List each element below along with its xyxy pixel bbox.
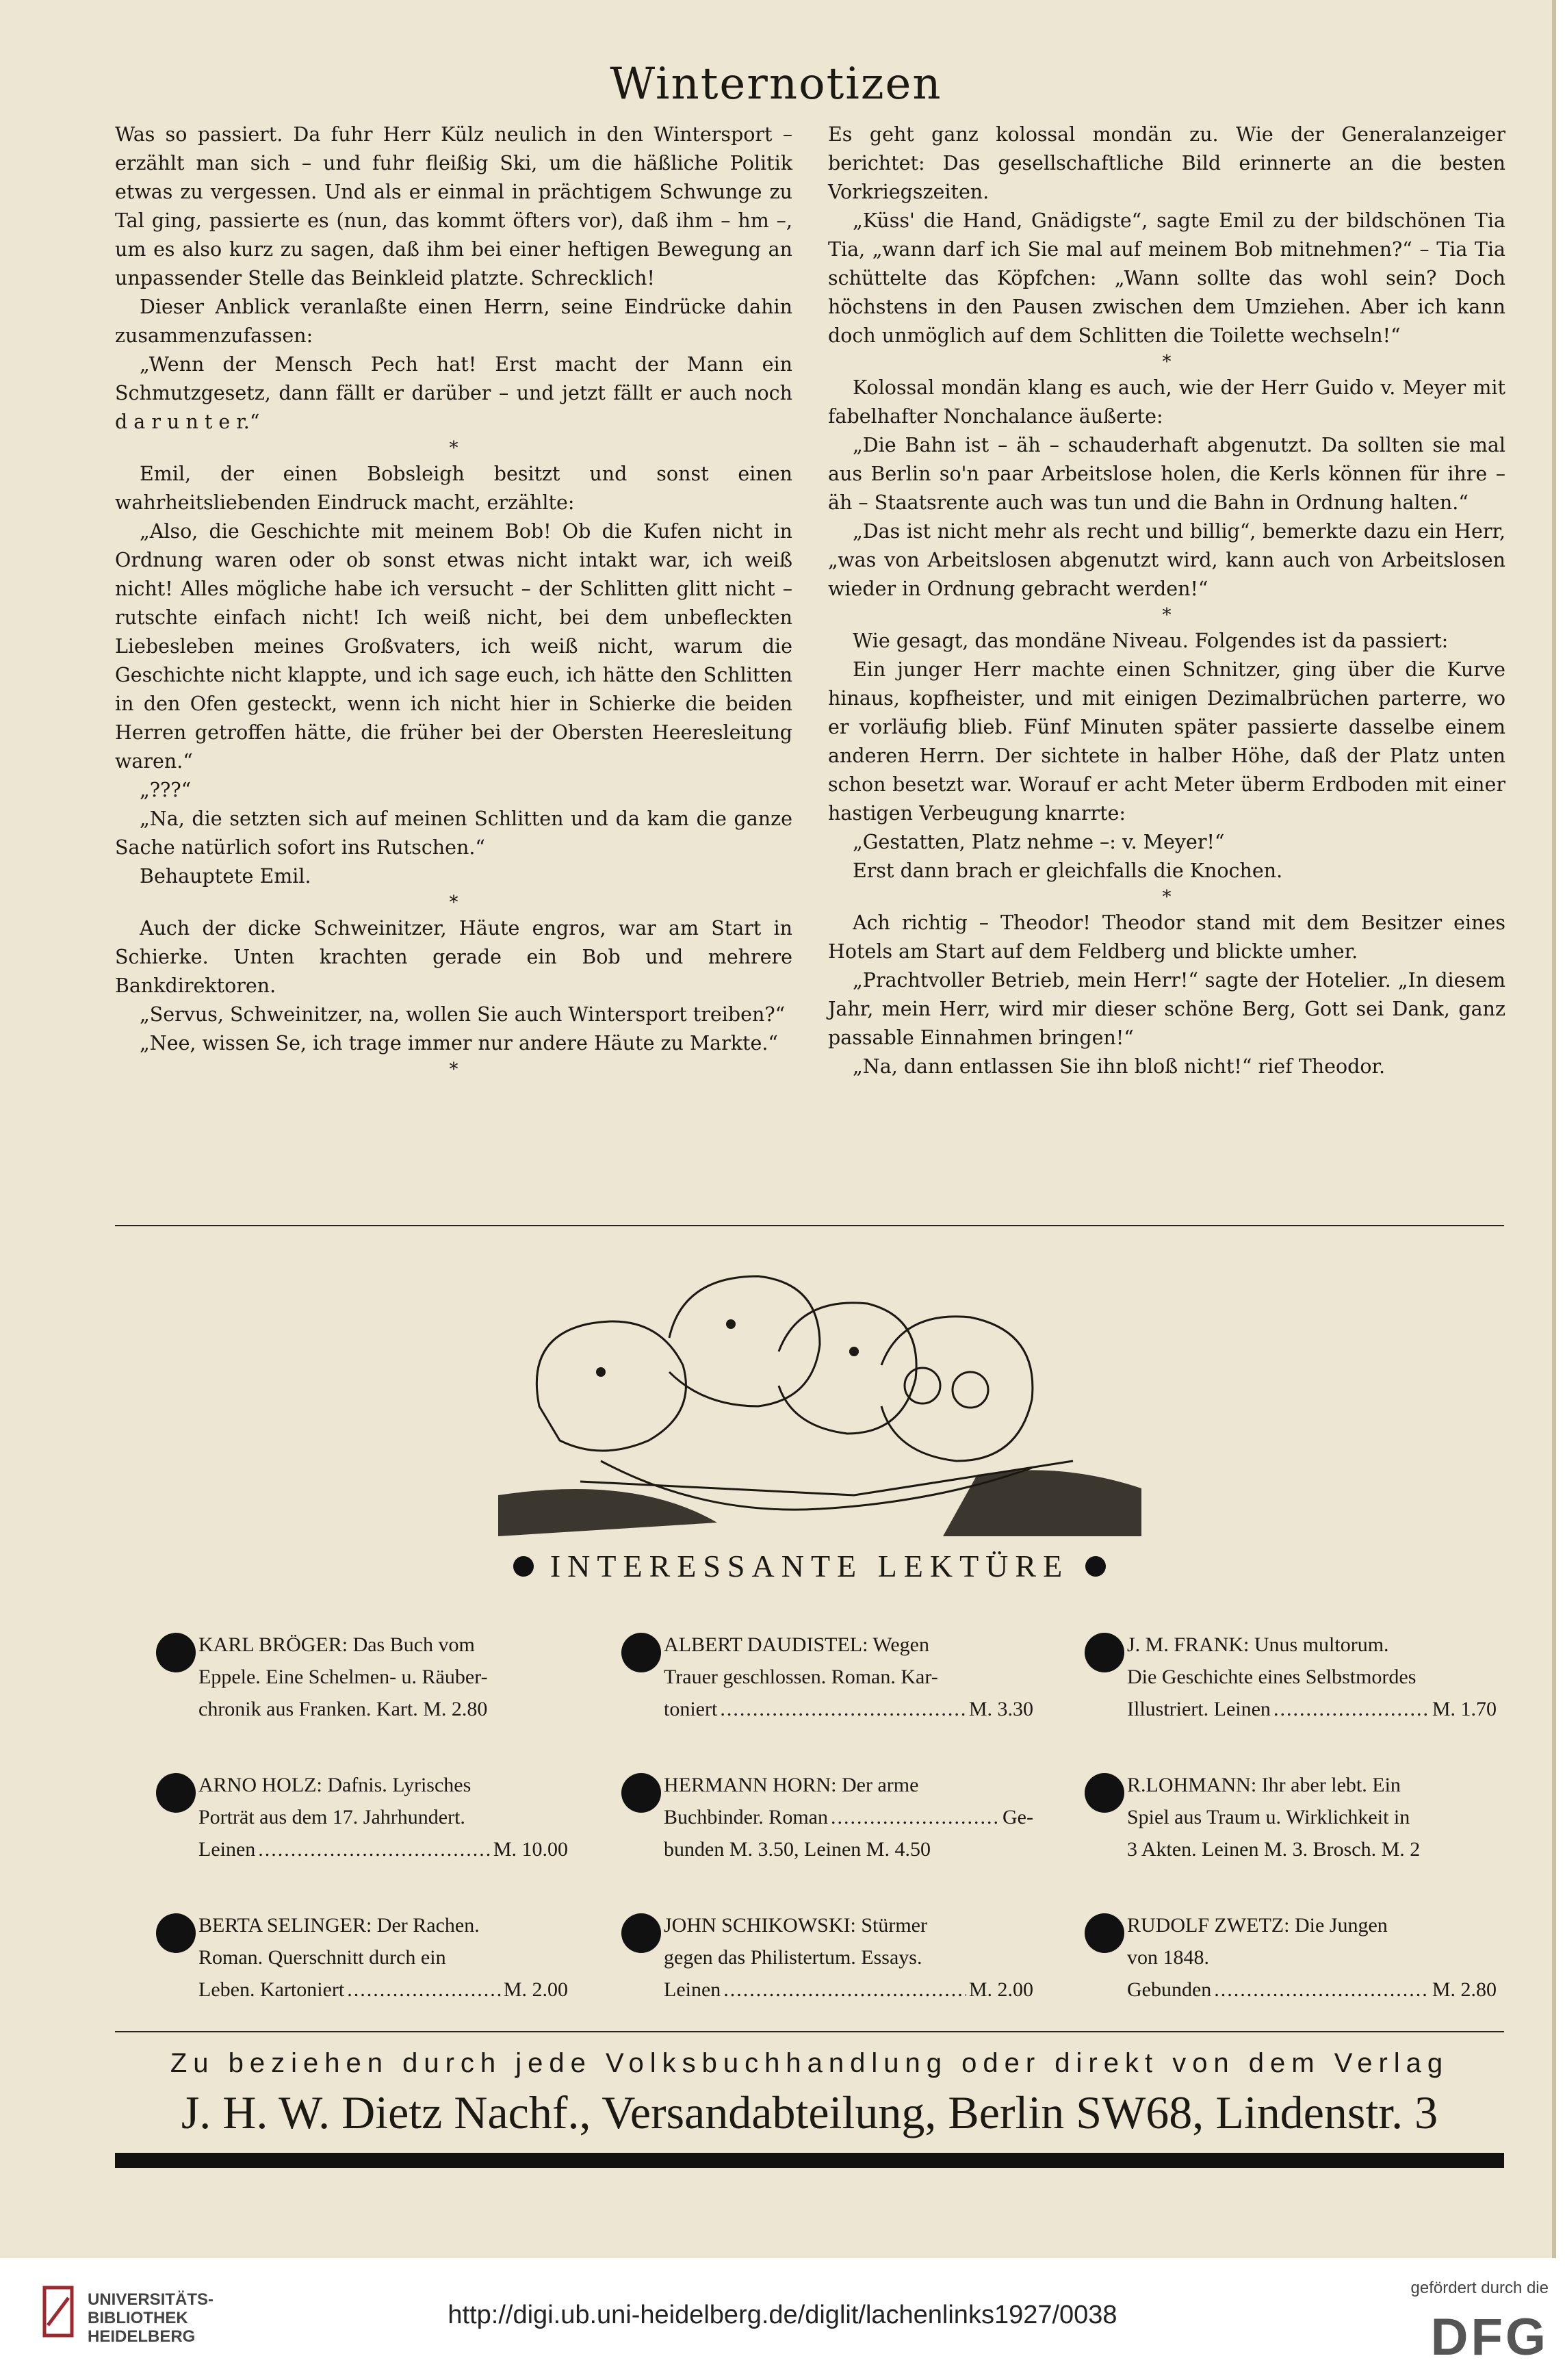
book-ad-text: JOHN SCHIKOWSKI: Stürmer (664, 1914, 927, 1937)
book-ad-text: Trauer geschlossen. Roman. Kar- (664, 1666, 938, 1688)
book-ad-text: Die Geschichte eines Selbstmordes (1127, 1666, 1417, 1688)
funder-label: gefördert durch die (1410, 2279, 1549, 2297)
ad-heading: INTERESSANTE LEKTÜRE (115, 1548, 1504, 1584)
book-ad (198, 1909, 568, 2006)
footer-publisher-line: J. H. W. Dietz Nachf., Versandabteilung, Berlin SW68, Lindenstr. 3 (181, 2086, 1438, 2138)
book-ad-text: RUDOLF ZWETZ: Die Jungen (1127, 1914, 1388, 1937)
dot-leader (347, 1974, 501, 2006)
paragraph: Auch der dicke Schweinitzer, Häute engros, war am Start in Schierke. Unten krachten gerade ein Bob und mehrere Bankdirektoren. (115, 917, 792, 997)
book-ad-text: ALBERT DAUDISTEL: Wegen (664, 1633, 929, 1656)
book-ad (1127, 1909, 1497, 2006)
dot-leader (831, 1801, 1000, 1833)
bullet-dot-icon (156, 1633, 196, 1672)
book-ad-text: J. M. FRANK: Unus multorum. (1127, 1633, 1389, 1656)
bullet-dot-icon (1085, 1913, 1124, 1953)
book-ad (1127, 1629, 1497, 1725)
book-ad-text: HERMANN HORN: Der arme (664, 1774, 919, 1796)
section-divider: * (449, 892, 458, 913)
paragraph: Emil, der einen Bobsleigh besitzt und sonst einen wahrheitsliebenden Eindruck macht, erzählte: (115, 463, 792, 514)
footer-bar (115, 2153, 1504, 2168)
bullet-dot-icon (621, 1773, 661, 1813)
page-title: Winternotizen (610, 59, 942, 109)
paragraph: „Also, die Geschichte mit meinem Bob! Ob die Kufen nicht in Ordnung waren oder ob sonst etwas nicht intakt war, ich weiß nicht! Alles mögliche habe ich versucht – der Schlitten glitt nicht – rutschte einfach nicht! Ich weiß nicht, bei dem unbefleckten Liebesleben meines Großvaters, ich weiß nicht, warum die Geschichte nicht klappte, und ich sage euch, ich hätte den Schlitten in den Ofen gesteckt, wenn ich nicht hier in Schierke die beiden Herren getroffen hätte, die früher bei der Obersten Heeresleitung waren.“ (115, 520, 792, 773)
dot-leader (720, 1693, 966, 1725)
bullet-dot-icon (1085, 1556, 1106, 1577)
paragraph: Wie gesagt, das mondäne Niveau. Folgendes ist da passiert: (853, 630, 1449, 652)
footer-rule (115, 2031, 1504, 2032)
paragraph: Erst dann brach er gleichfalls die Knochen. (853, 859, 1283, 882)
book-ad-text: Porträt aus dem 17. Jahrhundert. (198, 1806, 465, 1828)
book-ad-text: Gebunden (1127, 1978, 1212, 2001)
bullet-dot-icon (1085, 1773, 1124, 1813)
book-price: M. 2.00 (503, 1978, 568, 2001)
paragraph: „Küss' die Hand, Gnädigste“, sagte Emil zu der bildschönen Tia Tia, „wann darf ich Sie mal auf meinem Bob mitnehmen?“ – Tia Tia schüttelte das Köpfchen: „Wann sollte das wohl sein? Doch höchstens in den Pausen zwischen dem Umziehen. Aber ich kann doch unmöglich auf dem Schlitten die Toilette wechseln!“ (828, 209, 1505, 347)
dot-leader (1273, 1693, 1430, 1725)
right-column (828, 120, 1505, 1081)
book-ad-text: 3 Akten. Leinen M. 3. Brosch. M. 2 (1127, 1838, 1421, 1861)
section-divider: * (1162, 605, 1172, 625)
section-divider: * (449, 1059, 458, 1080)
book-price: M. 2.00 (968, 1978, 1033, 2001)
book-ad-text: Leinen (198, 1838, 256, 1861)
book-ad (198, 1769, 568, 1865)
section-divider: * (449, 438, 458, 458)
bullet-dot-icon (621, 1913, 661, 1953)
book-ad-text: Leinen (664, 1978, 721, 2001)
book-ad-text: Buchbinder. Roman (664, 1806, 828, 1828)
book-ad-text: von 1848. (1127, 1946, 1209, 1969)
book-price: M. 10.00 (493, 1838, 568, 1861)
book-ad-text: gegen das Philistertum. Essays. (664, 1946, 922, 1969)
paragraph: Behauptete Emil. (140, 865, 311, 888)
paragraph: „Na, dann entlassen Sie ihn bloß nicht!“ rief Theodor. (853, 1055, 1386, 1078)
book-price: M. 3.30 (968, 1698, 1033, 1720)
book-ad (1127, 1769, 1497, 1865)
left-column (115, 120, 792, 1081)
footer-distribution-line: Zu beziehen durch jede Volksbuchhandlung oder direkt von dem Verlag (170, 2048, 1449, 2078)
bullet-dot-icon (513, 1556, 534, 1577)
book-ad-text: BERTA SELINGER: Der Rachen. (198, 1914, 480, 1937)
book-ad-text: Roman. Querschnitt durch ein (198, 1946, 446, 1969)
book-ad-text: ARNO HOLZ: Dafnis. Lyrisches (198, 1774, 471, 1796)
bullet-dot-icon (1085, 1633, 1124, 1672)
book-ad-text: Eppele. Eine Schelmen- u. Räuber- (198, 1666, 488, 1688)
library-name[interactable]: UNIVERSITÄTS- BIBLIOTHEK HEIDELBERG (88, 2290, 214, 2346)
book-ad-text: Leben. Kartoniert (198, 1978, 345, 2001)
paragraph: „Wenn der Mensch Pech hat! Erst macht der Mann ein Schmutzgesetz, dann fällt er darüber – und jetzt fällt er auch noch d a r u n t e r.“ (115, 353, 792, 433)
book-ad-text: KARL BRÖGER: Das Buch vom (198, 1633, 475, 1656)
book-ad-text: Spiel aus Traum u. Wirklichkeit in (1127, 1806, 1410, 1828)
bullet-dot-icon (156, 1773, 196, 1813)
dfg-logo[interactable]: DFG (1430, 2308, 1549, 2366)
paragraph: Kolossal mondän klang es auch, wie der Herr Guido v. Meyer mit fabelhafter Nonchalance äußerte: (828, 376, 1505, 428)
book-ad-text: chronik aus Franken. Kart. M. 2.80 (198, 1698, 488, 1720)
paragraph: „???“ (140, 779, 192, 801)
paragraph: „Gestatten, Platz nehme –: v. Meyer!“ (853, 831, 1225, 853)
paragraph: Es geht ganz kolossal mondän zu. Wie der Generalanzeiger berichtet: Das gesellschaftliche Bild erinnerte an die besten Vorkriegszeiten. (828, 123, 1505, 203)
paragraph: „Servus, Schweinitzer, na, wollen Sie auch Wintersport treiben?“ (140, 1003, 786, 1026)
paragraph: „Die Bahn ist – äh – schauderhaft abgenutzt. Da sollten sie mal aus Berlin so'n paar Arbeitslose holen, die Kerls können für ihre – äh – Staatsrente auch was tun und die Bahn in Ordnung halten.“ (828, 434, 1505, 514)
book-price: M. 1.70 (1432, 1698, 1497, 1720)
book-ad-text: bunden M. 3.50, Leinen M. 4.50 (664, 1838, 931, 1861)
dot-leader (258, 1833, 491, 1865)
section-divider: * (1162, 352, 1172, 372)
bullet-dot-icon (156, 1913, 196, 1953)
page-url[interactable]: http://digi.ub.uni-heidelberg.de/diglit/lachenlinks1927/0038 (448, 2301, 1117, 2329)
book-ad-text: Illustriert. Leinen (1127, 1698, 1271, 1720)
book-ad-text: R.LOHMANN: Ihr aber lebt. Ein (1127, 1774, 1401, 1796)
paragraph: „Nee, wissen Se, ich trage immer nur andere Häute zu Markte.“ (140, 1032, 778, 1055)
paragraph: „Na, die setzten sich auf meinen Schlitten und da kam die ganze Sache natürlich sofort ins Rutschen.“ (115, 807, 792, 859)
paragraph: Ach richtig – Theodor! Theodor stand mit dem Besitzer eines Hotels am Start auf dem Feldberg und blickte umher. (828, 911, 1505, 963)
book-ad (664, 1629, 1033, 1725)
book-price: Ge- (1003, 1806, 1033, 1828)
paragraph: Ein junger Herr machte einen Schnitzer, ging über die Kurve hinaus, kopfheister, und mit einigen Dezimalbrüchen parterre, wo er vorläufig blieb. Fünf Minuten später passierte dasselbe einem anderen Herrn. Der sichtete in halber Höhe, daß der Platz unten schon besetzt war. Worauf er acht Meter überm Erdboden mit einer hastigen Verbeugung knarrte: (828, 658, 1505, 825)
book-price: M. 2.80 (1432, 1978, 1497, 2001)
section-divider: * (1162, 887, 1172, 907)
paragraph: Dieser Anblick veranlaßte einen Herrn, seine Eindrücke dahin zusammenzufassen: (115, 296, 792, 347)
book-ad (664, 1769, 1033, 1865)
bullet-dot-icon (621, 1633, 661, 1672)
paragraph: Was so passiert. Da fuhr Herr Külz neulich in den Wintersport – erzählt man sich – und fuhr fleißig Ski, um die häßliche Politik etwas zu vergessen. Und als er einmal in prächtigem Schwunge zu Tal ging, passierte es (nun, das kommt öfters vor), daß ihm – hm –, um es also kurz zu sagen, daß ihm bei einer heftigen Bewegung an unpassender Stelle das Beinkleid platzte. Schrecklich! (115, 123, 792, 289)
book-ad (664, 1909, 1033, 2006)
paragraph: „Prachtvoller Betrieb, mein Herr!“ sagte der Hotelier. „In diesem Jahr, mein Herr, wird mir dieser schöne Berg, Gott sei Dank, ganz passable Einnahmen bringen!“ (828, 969, 1505, 1049)
paragraph: „Das ist nicht mehr als recht und billig“, bemerkte dazu ein Herr, „was von Arbeitslosen abgenutzt wird, kann auch von Arbeitslosen wieder in Ordnung gebracht werden!“ (828, 520, 1505, 600)
dot-leader (723, 1974, 966, 2006)
book-ad (198, 1629, 568, 1725)
separator-rule (115, 1225, 1504, 1226)
dot-leader (1214, 1974, 1430, 2006)
caricature-illustration (498, 1235, 1141, 1536)
book-ad-text: toniert (664, 1698, 718, 1720)
